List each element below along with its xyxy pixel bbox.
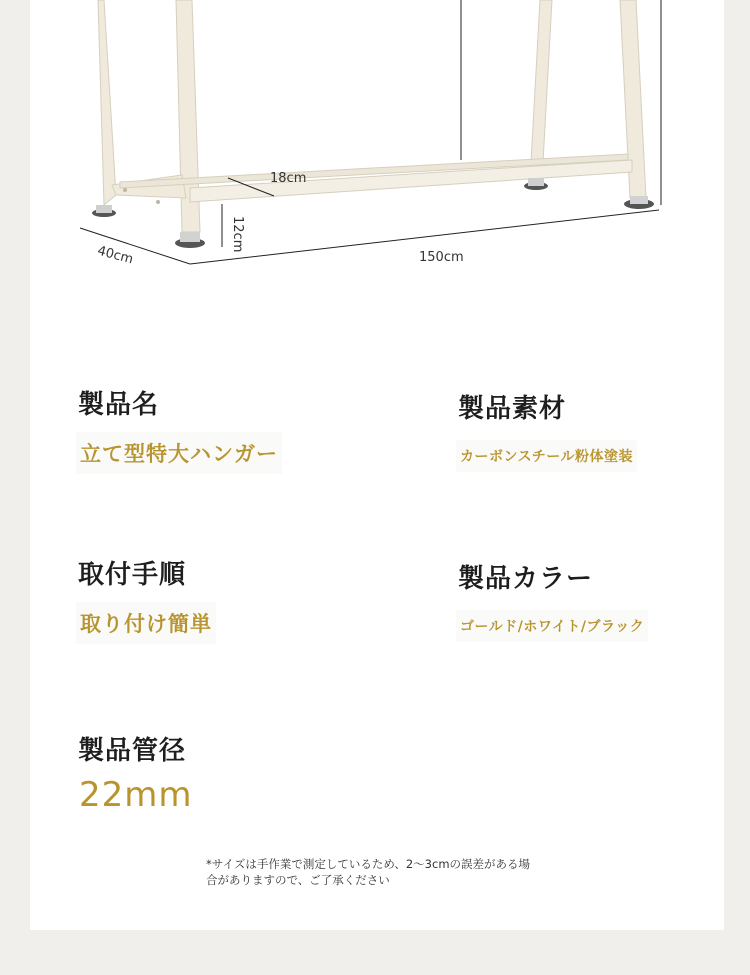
assembly-label: 取付手順 [78,560,187,590]
product-name-value: 立て型特大ハンガー [76,432,282,474]
product-material-value: カーボンスチール粉体塗装 [456,440,637,472]
rack-leg-back-right [530,0,552,180]
height-dimension-label: 12cm [230,216,245,253]
depth-dimension-line [80,228,190,264]
depth-dimension-label: 40cm [95,243,135,268]
tube-diameter-label: 製品管径 [78,736,187,766]
assembly-value: 取り付け簡単 [76,602,216,644]
measurement-note-line: *サイズは手作業で測定しているため、2〜3cmの誤差がある場 [206,857,531,871]
product-color-label: 製品カラー [458,564,594,594]
product-material-label: 製品素材 [458,394,567,424]
tube-diameter-value: 22mm [79,775,193,815]
rack-leg-back-left [98,0,116,205]
product-name-label: 製品名 [78,390,160,420]
product-color-value: ゴールド/ホワイト/ブラック [456,610,648,642]
measurement-note-line: 合がありますので、ご了承ください [206,873,390,887]
shelf-dimension-label: 18cm [270,171,307,186]
width-dimension-label: 150cm [419,250,464,265]
measurement-note [206,856,566,888]
